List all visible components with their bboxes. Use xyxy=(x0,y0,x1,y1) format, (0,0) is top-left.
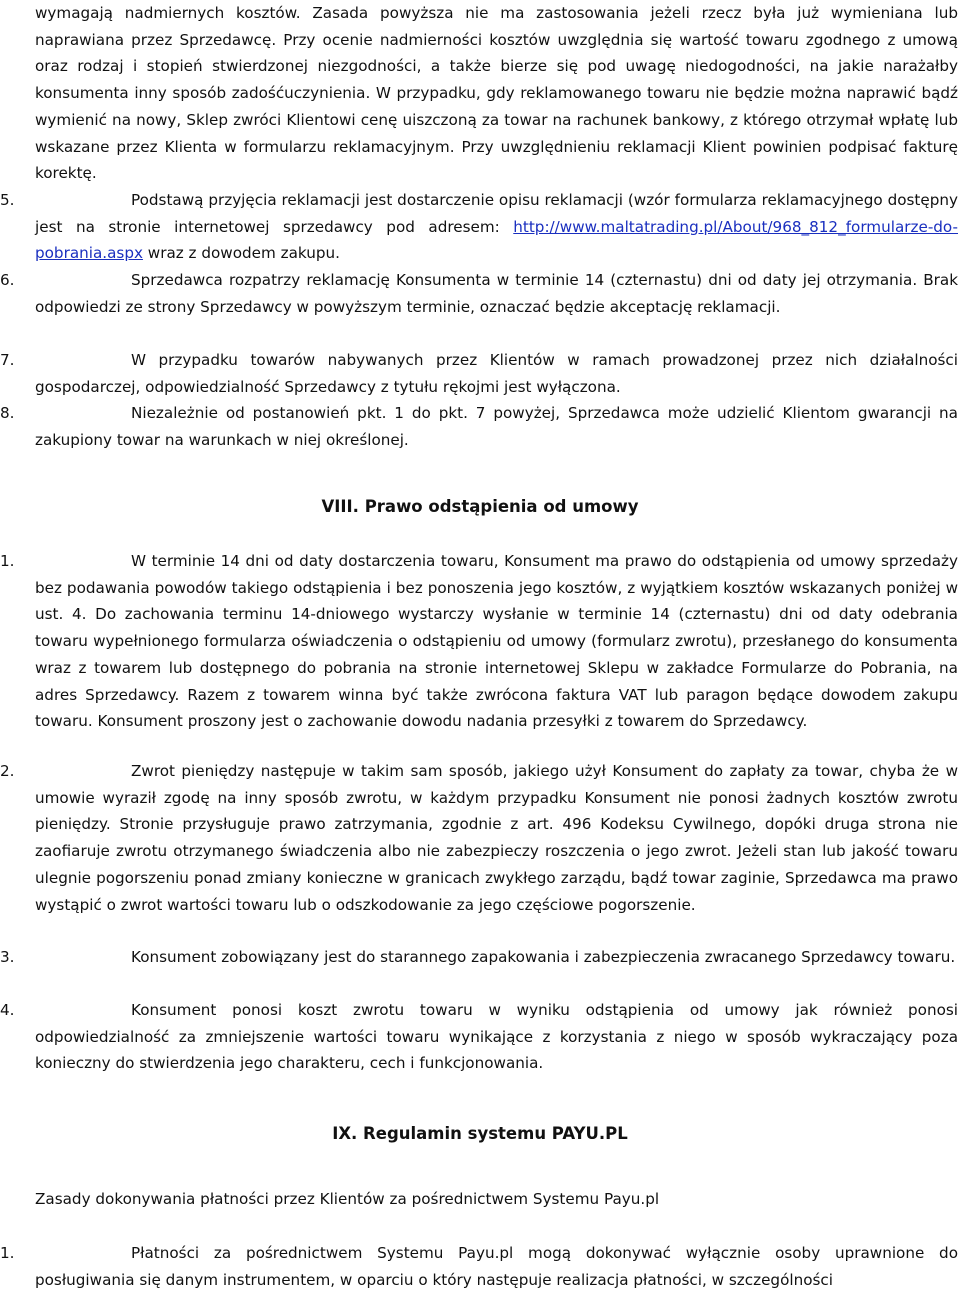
list-item xyxy=(0,187,958,267)
list-number: 2. xyxy=(0,762,15,780)
list-item xyxy=(0,548,958,735)
list-text: Płatności za pośrednictwem Systemu Payu.pl mogą dokonywać wyłącznie osoby uprawnione do posługiwania się danym instrumentem, w oparciu o który następuje realizacja płatności, w szczególności xyxy=(35,1244,958,1289)
section-heading: IX. Regulamin systemu PAYU.PL xyxy=(332,1124,628,1143)
continued-paragraph: wymagają nadmiernych kosztów. Zasada powyższa nie ma zastosowania jeżeli rzecz była już wymieniana lub naprawiana przez Sprzedawcę. Przy ocenie nadmierności kosztów uwzględnia się wartość towaru zgodnego z umową oraz rodzaj i stopień stwierdzonej niezgodności, a także bierze się pod uwagę niedogodności, na jakie narażałby konsumenta inny sposób zadośćuczynienia. W przypadku, gdy reklamowanego towaru nie będzie można naprawić bądź wymienić na nowy, Sklep zwróci Klientowi cenę uiszczoną za towar na rachunek bankowy, z którego otrzymał wpłatę lub wskazane przez Klienta w formularzu reklamacyjnym. Przy uwzględnieniu reklamacji Klient powinien podpisać fakturę korektę. xyxy=(35,4,958,183)
forms-download-link[interactable]: http://www.maltatrading.pl/About/968_812_formularze-do-pobrania.aspx xyxy=(35,217,958,263)
list-text: Podstawą przyjęcia reklamacji jest dostarczenie opisu reklamacji (wzór formularza reklamacyjnego dostępny jest na stronie internetowej sprzedawcy pod adresem: xyxy=(35,191,958,236)
list-text: Konsument ponosi koszt zwrotu towaru w wyniku odstąpienia od umowy jak również ponosi odpowiedzialność za zmniejszenie wartości towaru wynikające z korzystania z niego w sposób wykraczający poza konieczny do stwierdzenia jego charakteru, cech i funkcjonowania. xyxy=(35,1001,958,1073)
list-number: 3. xyxy=(0,948,15,966)
list-text: Niezależnie od postanowień pkt. 1 do pkt. 7 powyżej, Sprzedawca może udzielić Klientom gwarancji na zakupiony towar na warunkach w niej określonej. xyxy=(35,404,958,449)
list-item xyxy=(0,944,958,971)
list-number: 1. xyxy=(0,1244,15,1262)
list-item xyxy=(0,758,958,918)
list-item xyxy=(0,997,958,1077)
list-number: 8. xyxy=(0,404,15,422)
list-number: 7. xyxy=(0,351,15,369)
list-number: 5. xyxy=(0,191,15,209)
list-number: 4. xyxy=(0,1001,15,1019)
section-intro: Zasady dokonywania płatności przez Klientów za pośrednictwem Systemu Payu.pl xyxy=(35,1190,660,1208)
list-item xyxy=(0,347,958,400)
section-heading: VIII. Prawo odstąpienia od umowy xyxy=(321,497,639,516)
list-text: Sprzedawca rozpatrzy reklamację Konsumenta w terminie 14 (czternastu) dni od daty jej otrzymania. Brak odpowiedzi ze strony Sprzedawcy w powyższym terminie, oznaczać będzie akceptację reklamacji. xyxy=(35,271,958,316)
list-text: W przypadku towarów nabywanych przez Klientów w ramach prowadzonej przez nich działalności gospodarczej, odpowiedzialność Sprzedawcy z tytułu rękojmi jest wyłączona. xyxy=(35,351,958,396)
list-number: 6. xyxy=(0,271,15,289)
list-text-tail: wraz z dowodem zakupu. xyxy=(142,244,340,263)
list-item xyxy=(0,1240,958,1293)
list-number: 1. xyxy=(0,552,15,570)
list-text: Zwrot pieniędzy następuje w takim sam sposób, jakiego użył Konsument do zapłaty za towar, chyba że w umowie wyraził zgodę na inny sposób zwrotu, w każdym przypadku Konsument nie ponosi żadnych kosztów zwrotu pieniędzy. Stronie przysługuje prawo zatrzymania, zgodnie z art. 496 Kodeksu Cywilnego, dopóki druga strona nie zaofiaruje zwrotu otrzymanego świadczenia albo nie zabezpieczy roszczenia o jego zwrot. Jeżeli stan lub jakość towaru ulegnie pogorszeniu ponad zmiany konieczne w granicach zwykłego zarządu, bądź towar zaginie, Sprzedawca ma prawo wystąpić o zwrot wartości towaru lub o odszkodowanie za jego częściowe pogorszenie. xyxy=(35,762,958,914)
list-item xyxy=(0,267,958,320)
list-text: Konsument zobowiązany jest do starannego zapakowania i zabezpieczenia zwracanego Sprzedawcy towaru. xyxy=(131,948,956,966)
list-item xyxy=(0,400,958,453)
list-text: W terminie 14 dni od daty dostarczenia towaru, Konsument ma prawo do odstąpienia od umowy sprzedaży bez podawania powodów takiego odstąpienia i bez ponoszenia jego kosztów, z wyjątkiem kosztów wskazanych poniżej w ust. 4. Do zachowania terminu 14-dniowego wystarczy wysłanie w terminie 14 (czternastu) dni od daty odebrania towaru wypełnionego formularza oświadczenia o odstąpieniu od umowy (formularz zwrotu), przesłanego do konsumenta wraz z towarem lub dostępnego do pobrania na stronie internetowej Sklepu w zakładce Formularze do Pobrania, na adres Sprzedawcy. Razem z towarem winna być także zwrócona faktura VAT lub paragon będące dowodem zakupu towaru. Konsument proszony jest o zachowanie dowodu nadania przesyłki z towarem do Sprzedawcy. xyxy=(35,552,958,731)
